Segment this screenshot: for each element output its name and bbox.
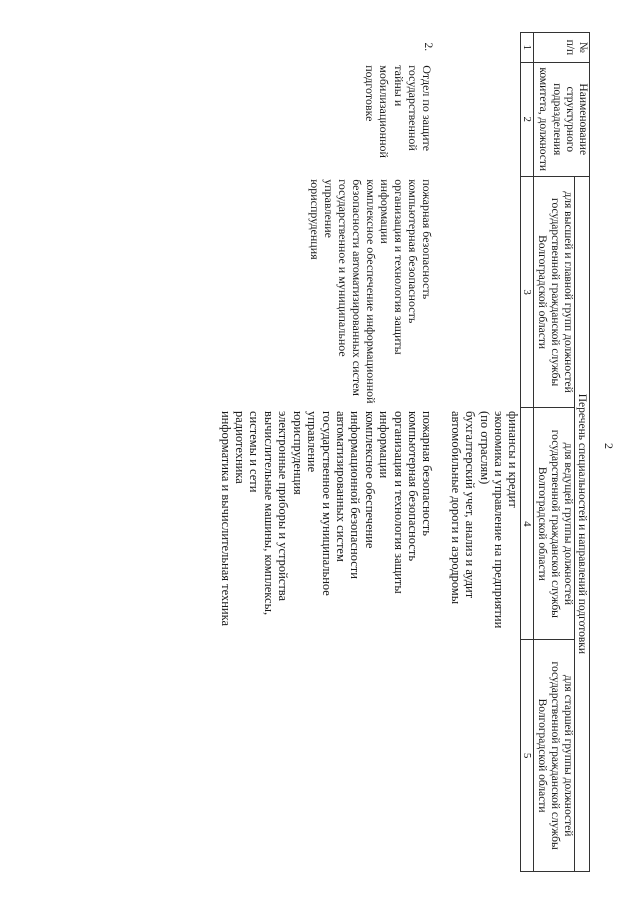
column-number: 4 [521,408,534,640]
list-item: финансы и кредит [506,410,521,508]
list-item: информатика и вычислительная техника [218,410,233,627]
header-col5: для старшей группы должностей государственной гражданской службы Волгоградской области [534,640,575,872]
list-item: вычислительные машины, комплексы, системы и сети [247,410,276,616]
list-item: государственное и муниципальное управление [305,410,334,596]
row-col3 [218,176,434,408]
list-item: организация и технология защиты информации [378,179,407,355]
list-item: пожарная безопасность [420,179,435,300]
row-unit-name: Отдел по защите государственной тайны и мобилизационной подготовке [362,65,435,158]
specialties-table [218,32,590,872]
header-num: № п/п [534,33,590,63]
list-item: государственное и муниципальное управление [322,179,351,357]
row-col4 [218,408,434,640]
continuation-row [448,33,521,872]
list-item: юриспруденция [290,410,305,495]
header-unit: Наименование структурного подразделения комитета, должности [534,62,590,176]
list-item: комплексное обеспечение информационной безопасности автоматизированных систем [333,410,377,579]
header-col4: для ведущей группы должностей государственной гражданской службы Волгоградской области [534,408,575,640]
list-item: бухгалтерский учет, анализ и аудит автомобильные дороги и аэродромы [448,410,478,605]
list-item: экономика и управление на предприятии (по отраслям) [477,410,506,629]
table-row [218,33,434,872]
list-item: юриспруденция [308,179,323,260]
column-number: 5 [521,640,534,872]
row-col5 [218,640,434,872]
column-number: 1 [521,33,534,63]
list-item: компьютерная безопасность [405,410,420,562]
column-number: 3 [521,176,534,408]
list-item: радиотехника [233,410,248,484]
rotated-page [0,32,590,872]
header-group-title: Перечень специальностей и направлений подготовки [575,176,590,871]
page-number: 2 [602,443,616,449]
list-item: комплексное обеспечение информационной безопасности автоматизированных систем [350,179,379,404]
row-number: 2. [422,42,435,52]
list-item: электронные приборы и устройства [276,410,291,602]
continuation-col4 [448,408,521,640]
list-item: пожарная безопасность [420,410,435,536]
column-number: 2 [521,62,534,176]
list-item: организация и технология защиты информации [377,410,406,594]
header-col3: для высшей и главной групп должностей государственной гражданской службы Волгоградской области [534,176,575,408]
list-item: компьютерная безопасность [406,179,421,324]
